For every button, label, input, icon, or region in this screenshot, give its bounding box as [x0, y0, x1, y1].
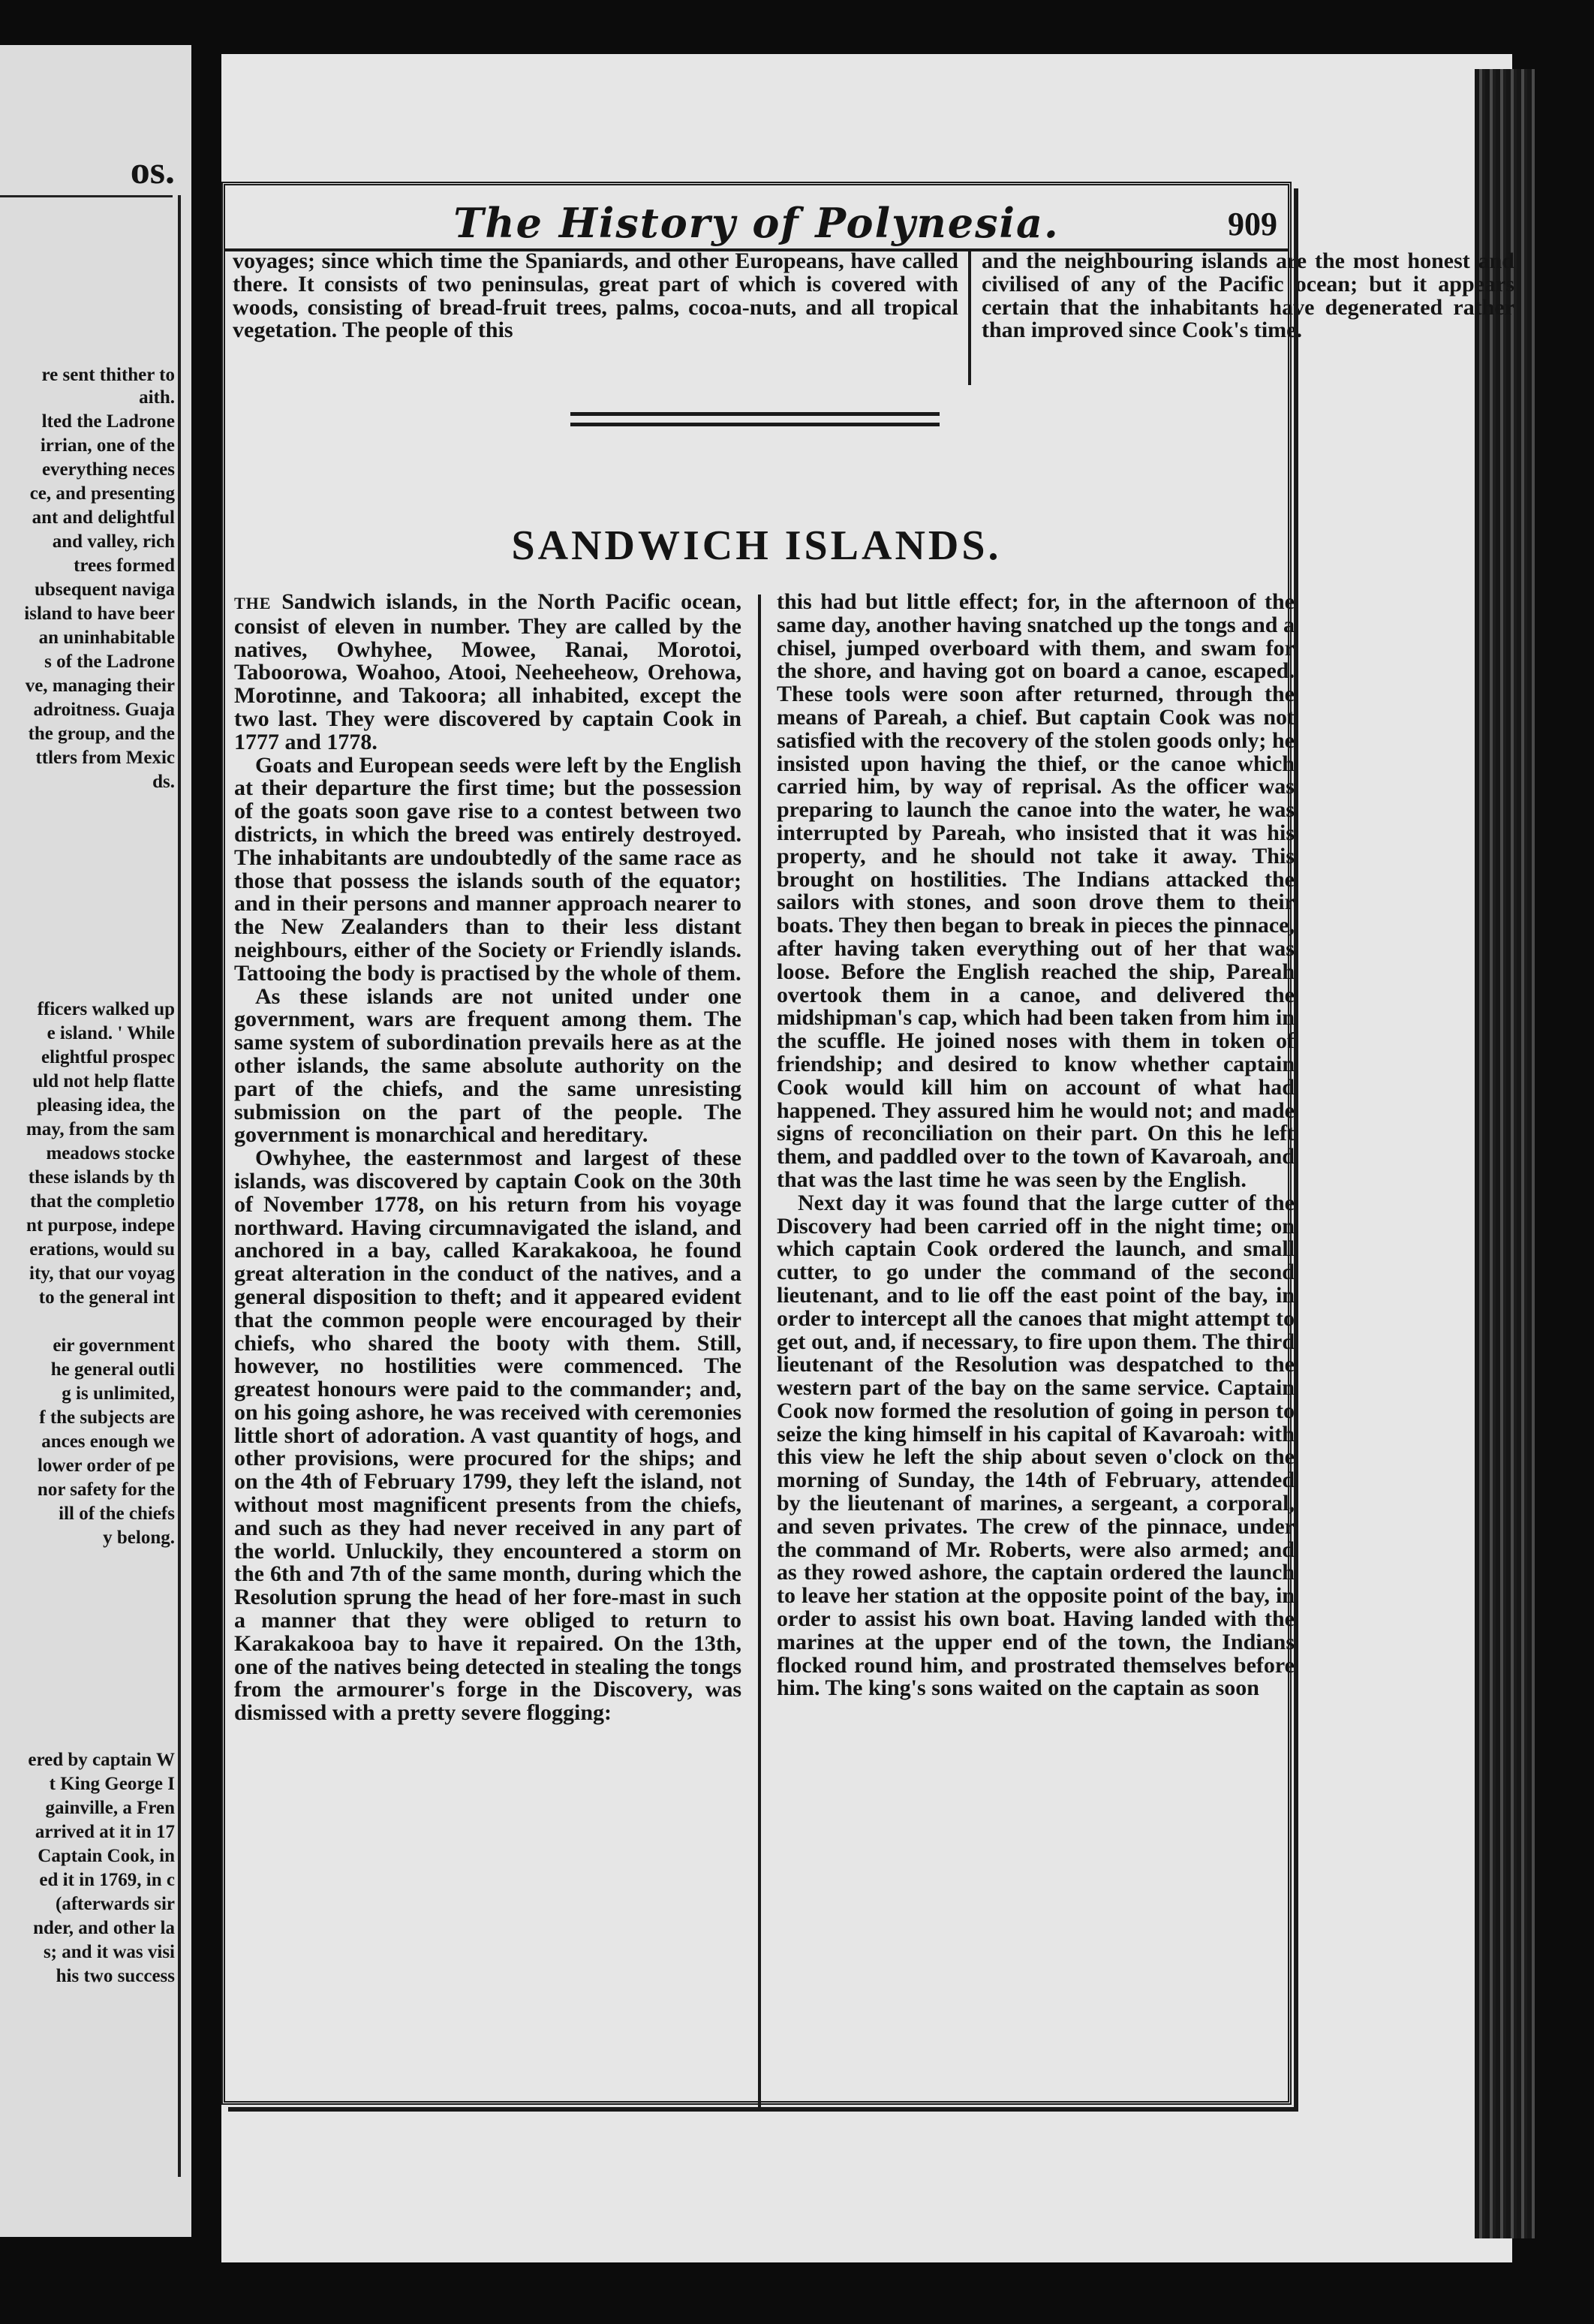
paragraph: As these islands are not united under one government, wars are frequent among them. The same system of subordination prevails here as at the other islands, the same absolute authority on the part of the chiefs, and the same unresisting submission on the part of the people. The government is monarchical and hereditary. [234, 983, 741, 1148]
left-page-line: meadows stocke [46, 1143, 175, 1164]
left-page-line: irrian, one of the [40, 435, 175, 456]
column-rule [758, 595, 761, 2109]
paragraph: this had but little effect; for, in the afternoon of the same day, another having snatched up the tongs and a chisel, jumped overboard with them, and swam for the shore, and having got on board a canoe, escaped. These tools were soon after returned, through the means of Pareah, a chief. But captain Cook was not satisfied with the recovery of the stolen goods only; he insisted upon having the thief, or the canoe which carried him, by way of reprisal. As the officer was preparing to launch the canoe into the water, he was interrupted by Pareah, who insisted that it was his property, and he should not take it away. This brought on hostilities. The Indians attacked the sailors with stones, and soon drove them to their boats. They then began to break in pieces the pinnace, after having taken everything out of her that was loose. Before the English reached the ship, Pareah overtook them in a canoe, and delivered the midshipman's cap, which had been taken from him in the scuffle. He joined noses with them in token of friendship; and desired to know whether captain Cook would kill him on account of what had happened. They assured him he would not; and made signs of reconciliation on their part. On this he left them, and paddled over to the town of Kavaroah, and that was the last time he was seen by the English. [777, 589, 1295, 1192]
left-page-line: e island. ' While [47, 1023, 175, 1043]
section-title: SANDWICH ISLANDS. [511, 522, 1002, 569]
left-page-line: fficers walked up [37, 999, 175, 1019]
left-page-line: ered by captain W [28, 1750, 175, 1770]
left-page-line: adroitness. Guaja [33, 700, 175, 720]
left-page-line: re sent thither to [41, 365, 175, 385]
left-page-line: erations, would su [29, 1239, 175, 1260]
page-frame [221, 182, 1514, 2105]
section-divider-rule [570, 412, 940, 416]
left-page-line: he general outli [50, 1359, 175, 1380]
left-page-line: pleasing idea, the [36, 1095, 175, 1115]
left-page-line: that the completio [29, 1191, 175, 1212]
left-page-line: his two success [56, 1966, 175, 1986]
running-head [225, 196, 1288, 251]
column-rule-top [968, 250, 971, 385]
page-edge [1475, 69, 1535, 2238]
left-page-line: ve, managing their [25, 676, 175, 696]
left-page-line: may, from the sam [26, 1119, 175, 1139]
left-page-line: ed it in 1769, in c [39, 1870, 175, 1890]
paragraph: Goats and European seeds were left by the English at their departure the first time; but the possession of the goats soon gave rise to a contest between two districts, in which the breed was entirely destroyed. The inhabitants are undoubtedly of the same race as those that possess the islands south of the equator; and in their persons and manner approach nearer to the New Zealanders than to their less distant neighbours, either of the Society or Friendly islands. Tattooing the body is practised by the whole of them. [234, 752, 741, 986]
paragraph: Owhyhee, the easternmost and largest of these islands, was discovered by captain Cook on the 30th of November 1778, on his return from his voyage northward. Having circumnavigated the island, and anchored in a bay, called Karakakooa, he found great alteration in the conduct of the natives, and a general disposition to theft; and it appeared evident that the common people were encouraged by their chiefs, who shared the booty with them. Still, however, no hostilities were commenced. The greatest honours were paid to the commander; and, on his going ashore, he was received with ceremonies little short of adoration. A vast quantity of hogs, and other provisions, were procured for the ships; and on the 4th of February 1799, they left the island, not without most magnificent presents from the chiefs, and such as they had never received in any part of the world. Unluckily, they encountered a storm on the 6th and 7th of the same month, during which the Resolution sprung the head of her fore-mast in such a manner that they were obliged to return to Karakakooa bay to have it repaired. On the 13th, one of the natives being detected in stealing the tongs from the armourer's forge in the Discovery, was dismissed with a pretty severe flogging: [234, 1145, 741, 1726]
left-page-line: ce, and presenting [29, 483, 175, 504]
left-page-line: elightful prospec [41, 1047, 175, 1067]
lead-word: THE [234, 594, 272, 613]
page-number: 909 [1228, 206, 1277, 242]
paragraph: and the neighbouring islands are the most honest and civilised of any of the Pacific ocean; but it appears certain that the inhabitants have degenerated rather than improved since Cook's time. [982, 248, 1514, 343]
body-column-right [777, 591, 1295, 1700]
left-page-line: lower order of pe [37, 1456, 175, 1476]
left-page-line: s of the Ladrone [44, 652, 175, 672]
paragraph: THE Sandwich islands, in the North Pacific ocean, consist of eleven in number. They are called by the natives, Owhyhee, Mowee, Ranai, Morotoi, Taboorowa, Woahoo, Atooi, Neeheeheow, Orehowa, Morotinne, and Takoora; all inhabited, except the two last. They were discovered by captain Cook in 1777 and 1778. [234, 589, 741, 754]
left-page-line: ant and delightful [32, 507, 175, 528]
left-page-line: nor safety for the [37, 1480, 175, 1500]
left-page-line: an uninhabitable [38, 628, 175, 648]
section-divider-rule [570, 423, 940, 426]
left-page-line: s; and it was visi [43, 1942, 175, 1962]
left-page-line: these islands by th [28, 1167, 175, 1188]
running-title: The History of Polynesia. [453, 199, 1060, 247]
left-page-line: eir government [53, 1335, 175, 1356]
book-page [221, 54, 1512, 2262]
left-page-line: ity, that our voyag [29, 1263, 175, 1284]
left-page-line: (afterwards sir [56, 1894, 175, 1914]
left-page-line: island to have beer [24, 604, 175, 624]
left-page-line: uld not help flatte [32, 1071, 175, 1091]
paragraph: voyages; since which time the Spaniards, and other Europeans, have called there. It consists of two peninsulas, great part of which is covered with woods, consisting of bread-fruit trees, palms, cocoa-nuts, and all tropical vegetation. The people of this [233, 248, 958, 343]
left-page-line: nder, and other la [33, 1918, 175, 1938]
left-page-rule [0, 195, 173, 197]
left-page-line: ds. [152, 772, 175, 792]
left-page-line: t King George I [49, 1774, 175, 1794]
left-page-line: gainville, a Fren [45, 1798, 175, 1818]
left-page-line: trees formed [74, 555, 175, 576]
continued-text-right [982, 250, 1514, 342]
continued-text-left [233, 250, 958, 342]
left-page-line: lted the Ladrone [41, 411, 175, 432]
left-page-line: the group, and the [28, 724, 175, 744]
left-page-column-rule [178, 195, 181, 2177]
left-page-line: nt purpose, indepe [26, 1215, 175, 1236]
left-page-line: g is unlimited, [62, 1383, 175, 1404]
left-page-line: f the subjects are [39, 1407, 175, 1428]
left-page-line: aith. [139, 387, 175, 408]
left-page-line: to the general int [38, 1287, 175, 1308]
paragraph: Next day it was found that the large cutter of the Discovery had been carried off in the night time; on which captain Cook ordered the launch, and small cutter, to go under the command of the second lieutenant, and to lie off the east point of the bay, in order to intercept all the canoes that might attempt to get out, and, if necessary, to fire upon them. The third lieutenant of the Resolution was despatched to the western part of the bay on the same service. Captain Cook now formed the resolution of going in person to seize the king himself in his capital of Kavaroah: with this view he left the ship about seven o'clock on the morning of Sunday, the 14th of February, attended by the lieutenant of marines, a sergeant, a corporal, and seven privates. The crew of the pinnace, under the command of Mr. Roberts, were also armed; and as they rowed ashore, the captain ordered the launch to leave her station at the opposite point of the bay, in order to assist his own boat. Having landed with the marines at the upper end of the town, the Indians flocked round him, and prostrated themselves before him. The king's sons waited on the captain as soon [777, 1190, 1295, 1701]
left-page-line: Captain Cook, in [38, 1846, 175, 1866]
body-column-left [234, 591, 741, 1725]
left-page-line: and valley, rich [52, 531, 175, 552]
left-page-line: ances enough we [41, 1431, 175, 1452]
left-page-line: arrived at it in 17 [35, 1822, 175, 1842]
left-page-fragment [0, 45, 191, 2237]
left-page-line: everything neces [41, 459, 175, 480]
left-page-line: ill of the chiefs [59, 1504, 175, 1524]
left-page-line: ttlers from Mexic [35, 748, 175, 768]
left-page-line: y belong. [103, 1528, 175, 1548]
left-page-line: os. [130, 149, 175, 192]
left-page-line: ubsequent naviga [35, 579, 175, 600]
